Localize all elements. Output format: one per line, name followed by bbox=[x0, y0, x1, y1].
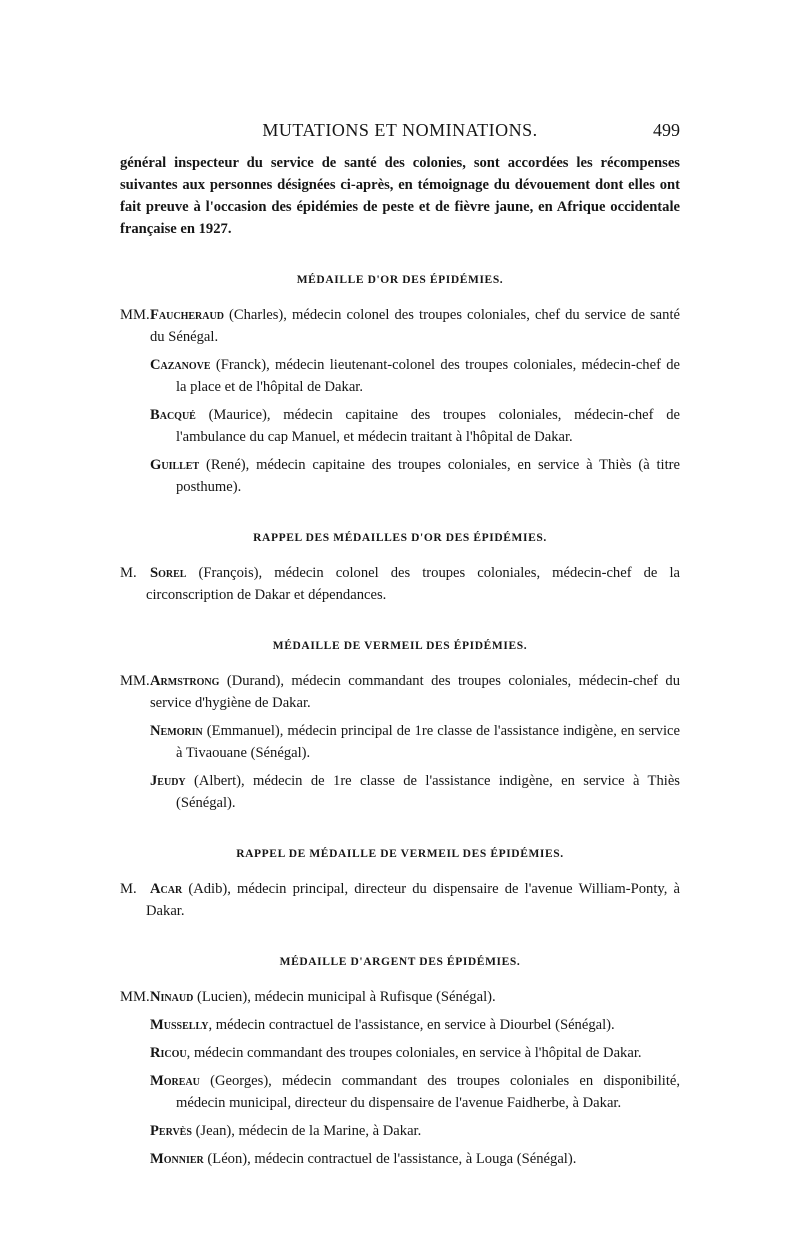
intro-paragraph: général inspecteur du service de santé des colonies, sont accordées les récompenses suivantes aux personnes désignées ci-après, en témoignage du dévouement dont elles ont fait preuve à l'occasion des épidémies de peste et de fièvre jaune, en Afrique occidentale française en 1927. bbox=[120, 155, 680, 237]
entry-prefix: M. bbox=[120, 881, 137, 897]
entry-text: (Léon), médecin contractuel de l'assistance, à Louga (Sénégal). bbox=[203, 1151, 577, 1167]
entry-prefix: M. bbox=[120, 565, 137, 581]
entry-text: , médecin contractuel de l'assistance, en service à Diourbel (Sénégal). bbox=[208, 1017, 615, 1033]
person-name: Musselly bbox=[150, 1017, 209, 1033]
entry-prefix: MM. bbox=[120, 989, 150, 1005]
list-item bbox=[120, 1042, 680, 1064]
running-head bbox=[120, 118, 680, 152]
list-item bbox=[120, 404, 680, 448]
entry-text: , médecin commandant des troupes coloniales, en service à l'hôpital de Dakar. bbox=[186, 1045, 642, 1061]
entry-text: (René), médecin capitaine des troupes coloniales, en service à Thiès (à titre posthume). bbox=[176, 457, 680, 495]
running-title: MUTATIONS ET NOMINATIONS. bbox=[262, 120, 538, 140]
person-name: Sorel bbox=[150, 565, 187, 581]
list-item bbox=[120, 1120, 680, 1142]
person-name: Armstrong bbox=[150, 673, 220, 689]
person-name: Acar bbox=[150, 881, 183, 897]
entry-text: (Adib), médecin principal, directeur du dispensaire de l'avenue William-Ponty, à Dakar. bbox=[146, 881, 680, 919]
list-item bbox=[120, 720, 680, 764]
person-name: Pervès bbox=[150, 1123, 192, 1139]
person-name: Jeudy bbox=[150, 773, 186, 789]
section-heading: MÉDAILLE DE VERMEIL DES ÉPIDÉMIES. bbox=[272, 640, 528, 652]
person-name: Faucheraud bbox=[150, 307, 224, 323]
list-item bbox=[120, 562, 680, 606]
section-heading: MÉDAILLE D'OR DES ÉPIDÉMIES. bbox=[296, 274, 504, 286]
person-name: Ricou bbox=[150, 1045, 187, 1061]
list-item bbox=[120, 454, 680, 498]
list-item bbox=[120, 304, 680, 348]
page-number: 499 bbox=[653, 120, 680, 140]
person-name: Cazanove bbox=[150, 357, 211, 373]
entry-text: (Charles), médecin colonel des troupes coloniales, chef du service de santé du Sénégal. bbox=[150, 307, 680, 345]
section-heading: RAPPEL DE MÉDAILLE DE VERMEIL DES ÉPIDÉMIES. bbox=[236, 848, 564, 860]
entry-text: (Emmanuel), médecin principal de 1re classe de l'assistance indigène, en service à Tivaouane (Sénégal). bbox=[176, 723, 680, 761]
entry-text: (Durand), médecin commandant des troupes coloniales, médecin-chef du service d'hygiène de Dakar. bbox=[150, 673, 680, 711]
entry-prefix: MM. bbox=[120, 673, 150, 689]
entry-text: (Maurice), médecin capitaine des troupes coloniales, médecin-chef de l'ambulance du cap Manuel, et médecin traitant à l'hôpital de Dakar. bbox=[176, 407, 680, 445]
person-name: Guillet bbox=[150, 457, 200, 473]
list-item bbox=[120, 1014, 680, 1036]
list-item bbox=[120, 1148, 680, 1170]
list-item bbox=[120, 670, 680, 714]
list-item bbox=[120, 986, 680, 1008]
person-name: Bacqué bbox=[150, 407, 196, 423]
document-page bbox=[120, 118, 680, 1176]
list-item bbox=[120, 354, 680, 398]
entry-text: (Jean), médecin de la Marine, à Dakar. bbox=[191, 1123, 422, 1139]
entry-text: (Albert), médecin de 1re classe de l'assistance indigène, en service à Thiès (Sénégal). bbox=[176, 773, 680, 811]
section-heading: RAPPEL DES MÉDAILLES D'OR DES ÉPIDÉMIES. bbox=[253, 532, 547, 544]
entry-text: (François), médecin colonel des troupes coloniales, médecin-chef de la circonscription de Dakar et dépendances. bbox=[146, 565, 680, 603]
person-name: Monnier bbox=[150, 1151, 204, 1167]
list-item bbox=[120, 878, 680, 922]
entry-prefix: MM. bbox=[120, 307, 150, 323]
entry-text: (Lucien), médecin municipal à Rufisque (Sénégal). bbox=[193, 989, 496, 1005]
entry-text: (Georges), médecin commandant des troupes coloniales en disponibilité, médecin municipal, directeur du dispensaire de l'avenue Faidherbe, à Dakar. bbox=[176, 1073, 680, 1111]
section-heading: MÉDAILLE D'ARGENT DES ÉPIDÉMIES. bbox=[279, 956, 521, 968]
person-name: Nemorin bbox=[150, 723, 203, 739]
person-name: Ninaud bbox=[150, 989, 194, 1005]
entry-text: (Franck), médecin lieutenant-colonel des troupes coloniales, médecin-chef de la place et de l'hôpital de Dakar. bbox=[176, 357, 680, 395]
list-item bbox=[120, 1070, 680, 1114]
person-name: Moreau bbox=[150, 1073, 200, 1089]
list-item bbox=[120, 770, 680, 814]
